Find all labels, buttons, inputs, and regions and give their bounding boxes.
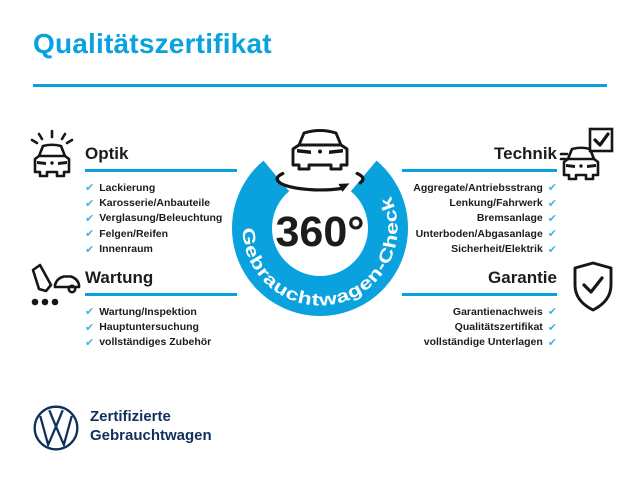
section-wartung bbox=[85, 268, 245, 350]
checklist-item bbox=[85, 335, 245, 350]
check-icon: ✔ bbox=[85, 181, 95, 195]
item-label: Aggregate/Antriebsstrang bbox=[413, 181, 543, 194]
check-icon: ✔ bbox=[85, 227, 95, 241]
check-icon: ✔ bbox=[85, 196, 95, 210]
section-rule-wartung bbox=[85, 293, 237, 296]
checklist-item bbox=[85, 211, 245, 226]
vw-logo bbox=[32, 404, 80, 452]
item-label: vollständiges Zubehör bbox=[99, 336, 212, 349]
checklist-item bbox=[85, 242, 245, 257]
checklist-item bbox=[85, 195, 245, 210]
section-rule-technik bbox=[402, 169, 557, 172]
item-label: Verglasung/Beleuchtung bbox=[99, 212, 223, 225]
title-rule bbox=[33, 84, 607, 87]
section-garantie bbox=[397, 268, 557, 350]
check-icon: ✔ bbox=[85, 242, 95, 256]
item-label: Qualitätszertifikat bbox=[454, 321, 543, 334]
item-label: Sicherheit/Elektrik bbox=[451, 243, 543, 256]
checklist-item bbox=[85, 226, 245, 241]
brand-line2: Gebrauchtwagen bbox=[90, 426, 212, 444]
checklist-item bbox=[397, 335, 557, 350]
checklist-item bbox=[397, 226, 557, 241]
item-label: Lackierung bbox=[99, 181, 156, 194]
checklist-technik bbox=[397, 180, 557, 257]
item-label: Unterboden/Abgasanlage bbox=[415, 227, 543, 240]
item-label: Hauptuntersuchung bbox=[99, 321, 199, 334]
section-title-wartung: Wartung bbox=[85, 268, 154, 287]
item-label: Felgen/Reifen bbox=[99, 227, 169, 240]
checklist-item bbox=[85, 304, 245, 319]
ring-360-graphic bbox=[225, 113, 415, 330]
check-icon: ✔ bbox=[547, 227, 557, 241]
checklist-item bbox=[397, 319, 557, 334]
check-icon: ✔ bbox=[85, 335, 95, 349]
item-label: vollständige Unterlagen bbox=[423, 336, 543, 349]
wartung-service-icon bbox=[26, 261, 82, 313]
check-icon: ✔ bbox=[85, 211, 95, 225]
checklist-garantie bbox=[397, 304, 557, 350]
check-icon: ✔ bbox=[547, 335, 557, 349]
checklist-item bbox=[397, 180, 557, 195]
section-rule-optik bbox=[85, 169, 237, 172]
item-label: Karosserie/Anbauteile bbox=[99, 197, 211, 210]
check-icon: ✔ bbox=[547, 181, 557, 195]
page-title: Qualitätszertifikat bbox=[33, 28, 272, 59]
check-icon: ✔ bbox=[547, 320, 557, 334]
garantie-shield-check-icon bbox=[570, 261, 616, 313]
ring-label: Gebrauchtwagen-Check bbox=[237, 197, 402, 311]
checklist-item bbox=[397, 195, 557, 210]
check-icon: ✔ bbox=[85, 305, 95, 319]
checklist-wartung bbox=[85, 304, 245, 350]
optik-car-shine-icon bbox=[26, 129, 78, 183]
section-optik bbox=[85, 144, 245, 257]
section-technik bbox=[397, 144, 557, 257]
item-label: Wartung/Inspektion bbox=[99, 305, 197, 318]
check-icon: ✔ bbox=[85, 320, 95, 334]
item-label: Garantienachweis bbox=[452, 305, 543, 318]
checklist-item bbox=[397, 304, 557, 319]
checklist-item bbox=[397, 242, 557, 257]
item-label: Lenkung/Fahrwerk bbox=[449, 197, 543, 210]
item-label: Innenraum bbox=[99, 243, 153, 256]
checklist-item bbox=[397, 211, 557, 226]
section-title-technik: Technik bbox=[494, 144, 557, 163]
check-icon: ✔ bbox=[547, 211, 557, 225]
check-icon: ✔ bbox=[547, 305, 557, 319]
section-rule-garantie bbox=[402, 293, 557, 296]
checklist-item bbox=[85, 319, 245, 334]
checklist-optik bbox=[85, 180, 245, 257]
rotation-arrow-icon bbox=[277, 174, 363, 192]
section-title-optik: Optik bbox=[85, 144, 129, 163]
degree-label: 360° bbox=[275, 208, 365, 256]
item-label: Bremsanlage bbox=[476, 212, 543, 225]
checklist-item bbox=[85, 180, 245, 195]
check-icon: ✔ bbox=[547, 242, 557, 256]
car-360-icon bbox=[277, 131, 363, 192]
technik-car-checkbox-icon bbox=[558, 127, 614, 187]
check-icon: ✔ bbox=[547, 196, 557, 210]
section-title-garantie: Garantie bbox=[488, 268, 557, 287]
brand-wordmark bbox=[90, 408, 212, 445]
brand-line1: Zertifizierte bbox=[90, 408, 171, 425]
